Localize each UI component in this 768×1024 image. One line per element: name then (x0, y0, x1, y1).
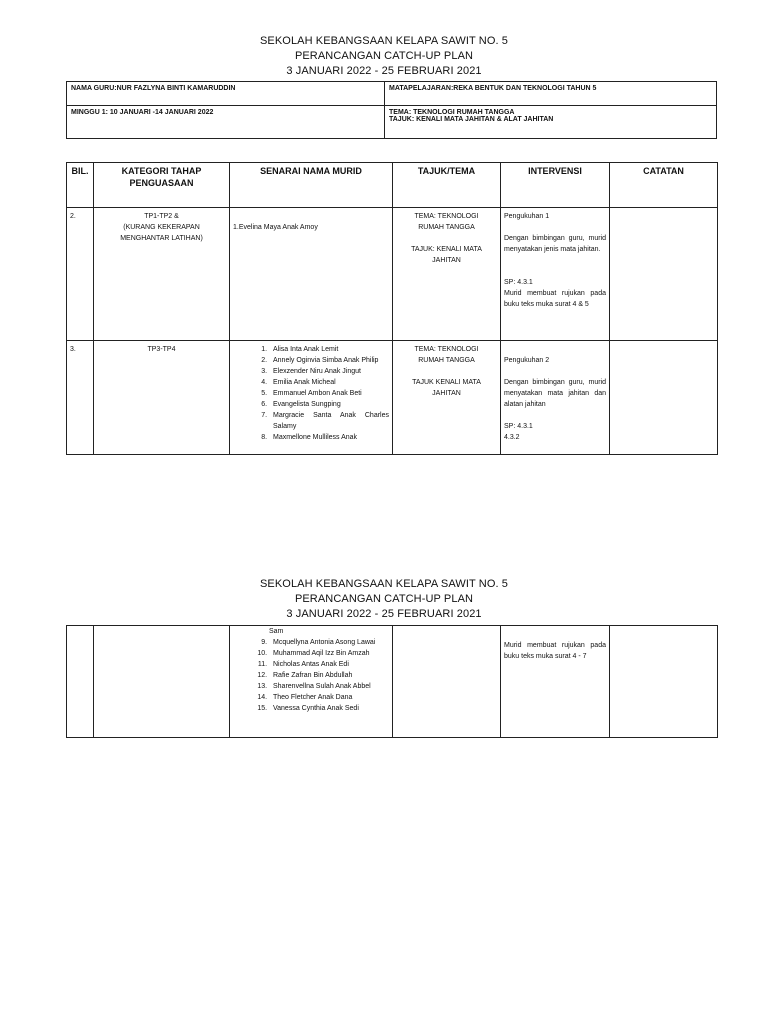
row-murid (230, 341, 393, 455)
week-range: MINGGU 1: 10 JANUARI -14 JANUARI 2022 (67, 106, 385, 139)
intervensi-ref: Murid membuat rujukan pada buku teks muka surat 4 & 5 (504, 290, 606, 308)
theme-topic (385, 106, 717, 139)
row-intervensi (501, 208, 610, 341)
table-row (67, 341, 718, 455)
row-murid (230, 626, 393, 738)
header-kategori: KATEGORI TAHAP PENGUASAAN (94, 163, 230, 208)
row-tema (393, 208, 501, 341)
header-murid: SENARAI NAMA MURID (230, 163, 393, 208)
student-name: 1.Evelina Maya Anak Amoy (233, 224, 318, 231)
intervensi-sp2: 4.3.2 (504, 434, 520, 441)
list-item: 2. Annely Oginvia Simba Anak Philip (269, 355, 389, 366)
intervensi-desc: Dengan bimbingan guru, murid menyatakan mata jahitan dan alatan jahitan (504, 379, 606, 408)
list-item: 13. Sharenvellna Sulah Anak Abbel (269, 681, 389, 692)
header-bil: BIL. (67, 163, 94, 208)
intervensi-desc: Dengan bimbingan guru, murid menyatakan jenis mata jahitan. (504, 235, 606, 253)
row-catatan (610, 341, 718, 455)
school-name: SEKOLAH KEBANGSAAN KELAPA SAWIT NO. 5 (259, 35, 509, 47)
plan-title: PERANCANGAN CATCH-UP PLAN (294, 50, 474, 62)
row-kategori (94, 626, 230, 738)
list-item: 4. Emilia Anak Micheal (269, 377, 389, 388)
theme-text: TEMA: TEKNOLOGI RUMAH TANGGA (389, 109, 515, 116)
intervensi-sp: SP: 4.3.1 (504, 279, 533, 286)
header-intervensi: INTERVENSI (501, 163, 610, 208)
header-catatan: CATATAN (610, 163, 718, 208)
header-tajuk-tema: TAJUK/TEMA (393, 163, 501, 208)
list-item: 7. Margracie Santa Anak Charles Salamy (269, 410, 389, 432)
intervensi-title: Pengukuhan 2 (504, 357, 550, 364)
list-item: 1. Alisa Inta Anak Lemit (269, 344, 389, 355)
row-kategori (94, 341, 230, 455)
table-row (67, 208, 718, 341)
plan-dates: 3 JANUARI 2022 - 25 FEBRUARI 2021 (286, 65, 482, 77)
intervensi-ref: Murid membuat rujukan pada buku teks muka surat 4 - 7 (504, 642, 606, 660)
tajuk-text: TAJUK KENALI MATA JAHITAN (412, 379, 481, 397)
table-row (67, 626, 718, 738)
row-catatan (610, 626, 718, 738)
list-item: 5. Emmanuel Ambon Anak Beti (269, 388, 389, 399)
tema-text: TEMA: TEKNOLOGI RUMAH TANGGA (414, 213, 479, 231)
list-item: 8. Maxmellone Mulliless Anak (269, 432, 389, 443)
kategori-note: (KURANG KEKERAPAN MENGHANTAR LATIHAN) (120, 224, 203, 242)
table-header-row (67, 163, 718, 208)
row-catatan (610, 208, 718, 341)
subject-name: MATAPELAJARAN:REKA BENTUK DAN TEKNOLOGI TAHUN 5 (385, 82, 717, 106)
student-list-continued (233, 637, 389, 714)
row-kategori (94, 208, 230, 341)
list-item: 6. Evangelista Sungping (269, 399, 389, 410)
row-tema (393, 341, 501, 455)
teacher-name: NAMA GURU:NUR FAZLYNA BINTI KAMARUDDIN (67, 82, 385, 106)
list-item: 9. Mcquellyna Antonia Asong Lawai (269, 637, 389, 648)
row-bil: 2. (67, 208, 94, 341)
page-header (0, 34, 768, 79)
intervensi-title: Pengukuhan 1 (504, 213, 550, 220)
list-item: 12. Rafie Zafran Bin Abdullah (269, 670, 389, 681)
list-item: 14. Theo Fletcher Anak Dana (269, 692, 389, 703)
school-name: SEKOLAH KEBANGSAAN KELAPA SAWIT NO. 5 (259, 578, 509, 590)
student-list (233, 344, 389, 443)
row-tema (393, 626, 501, 738)
list-item: 15. Vanessa Cynthia Anak Sedi (269, 703, 389, 714)
tajuk-text: TAJUK: KENALI MATA JAHITAN (411, 246, 482, 264)
list-item: 10. Muhammad Aqil Izz Bin Amzah (269, 648, 389, 659)
list-item: 11. Nicholas Antas Anak Edi (269, 659, 389, 670)
topic-text: TAJUK: KENALI MATA JAHITAN & ALAT JAHITAN (389, 116, 554, 123)
row-intervensi (501, 341, 610, 455)
row-bil (67, 626, 94, 738)
catchup-plan-table-continued (66, 625, 718, 738)
info-table (66, 81, 717, 139)
plan-dates: 3 JANUARI 2022 - 25 FEBRUARI 2021 (286, 608, 482, 620)
row-intervensi (501, 626, 610, 738)
intervensi-sp: SP: 4.3.1 (504, 423, 533, 430)
page-header (0, 577, 768, 622)
plan-title: PERANCANGAN CATCH-UP PLAN (294, 593, 474, 605)
list-item: 3. Elexzender Niru Anak Jingut (269, 366, 389, 377)
catchup-plan-table (66, 162, 718, 455)
kategori-level: TP1-TP2 & (144, 213, 179, 220)
continued-name: Sam (269, 628, 284, 635)
tema-text: TEMA: TEKNOLOGI RUMAH TANGGA (414, 346, 479, 364)
kategori-level: TP3-TP4 (147, 346, 176, 353)
row-murid (230, 208, 393, 341)
row-bil: 3. (67, 341, 94, 455)
